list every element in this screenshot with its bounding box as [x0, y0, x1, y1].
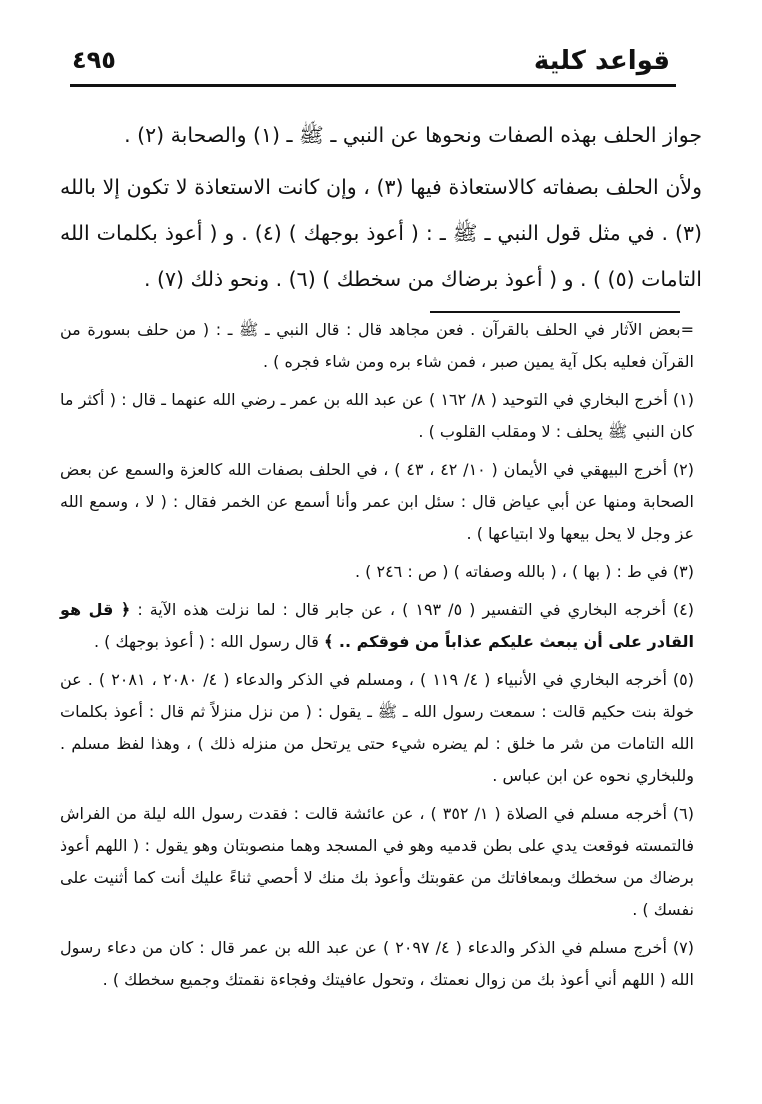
main-text: [60, 112, 702, 302]
running-title: قواعد كلية: [533, 46, 670, 76]
footnote: (٣) في ط : ( بها ) ، ( بالله وصفاته ) ( ص : ٢٤٦ ) .: [354, 562, 694, 581]
main-paragraph: جواز الحلف بهذه الصفات ونحوها عن النبي ـ ﷺ ـ (١) والصحابة (٢) .: [124, 123, 702, 147]
quran-verse: ﴿ قل هو القادر على أن يبعث عليكم عذاباً من فوقكم .. ﴾: [60, 600, 694, 651]
footnote: (٥) أخرجه البخاري في الأنبياء ( ٤/ ١١٩ ) ، ومسلم في الذكر والدعاء ( ٤/ ٢٠٨٠ ، ٢٠٨١ ) . عن خولة بنت حكيم قالت : سمعت رسول الله ـ ﷺ ـ يقول : ( من نزل منزلاً ثم قال : أعوذ بكلمات الله التامات من شر ما خلق : لم يضره شيء حتى يرتحل من منزله ذلك ) ، وهذا لفظ مسلم . وللبخاري نحوه عن ابن عباس .: [60, 670, 695, 785]
footnote-text: قال رسول الله : ( أعوذ بوجهك ) .: [93, 632, 319, 651]
footnote-separator: [430, 311, 680, 313]
page-number: ٤٩٥: [72, 46, 116, 74]
footnote: (٢) أخرج البيهقي في الأيمان ( ١٠/ ٤٢ ، ٤٣ ) ، في الحلف بصفات الله كالعزة والسمع عن بعض الصحابة ومنها عن أبي عياض قال : سئل ابن عمر وأنا أسمع عن الخمر فقال : ( لا ، وسمع الله عز وجل لا يحل بيعها ولا ابتياعها ) .: [60, 460, 694, 543]
main-paragraph: ولأن الحلف بصفاته كالاستعاذة فيها (٣) ، وإن كانت الاستعاذة لا تكون إلا بالله (٣) . في مثل قول النبي ـ ﷺ ـ : ( أعوذ بوجهك ) (٤) . و ( أعوذ بكلمات الله التامات (٥) ) . و ( أعوذ برضاك من سخطك ) (٦) . ونحو ذلك (٧) .: [60, 175, 703, 291]
header-rule: [70, 84, 676, 87]
footnote: (١) أخرج البخاري في التوحيد ( ٨/ ١٦٢ ) عن عبد الله بن عمر ـ رضي الله عنهما ـ قال : ( أكثر ما كان النبي ﷺ يحلف : لا ومقلب القلوب ) .: [60, 390, 695, 441]
footnote: (٦) أخرجه مسلم في الصلاة ( ١/ ٣٥٢ ) ، عن عائشة قالت : فقدت رسول الله ليلة من الفراش فالتمسته فوقعت يدي على بطن قدميه وهو في المسجد وهما منصوبتان وهو يقول : ( اللهم أعوذ برضاك من سخطك وبمعافاتك من عقوبتك وأعوذ بك منك لا أحصي ثناءً عليك أنت كما أثنيت على نفسك ) .: [60, 804, 695, 919]
page-header: [40, 40, 722, 86]
footnote: [60, 594, 694, 658]
footnote: (٧) أخرج مسلم في الذكر والدعاء ( ٤/ ٢٠٩٧ ) عن عبد الله بن عمر قال : كان من دعاء رسول الله ( اللهم أني أعوذ بك من زوال نعمتك ، وتحول عافيتك وفجاءة نقمتك وجميع سخطك ) .: [60, 938, 695, 989]
footnote-continuation: =بعض الآثار في الحلف بالقرآن . فعن مجاهد قال : قال النبي ـ ﷺ ـ : ( من حلف بسورة من القرآن فعليه بكل آية يمين صبر ، فمن شاء بره ومن شاء فجره ) .: [60, 320, 694, 371]
footnotes: [60, 314, 694, 996]
footnote-text: (٤) أخرجه البخاري في التفسير ( ٥/ ١٩٣ ) ، عن جابر قال : لما نزلت هذه الآية :: [137, 600, 695, 619]
